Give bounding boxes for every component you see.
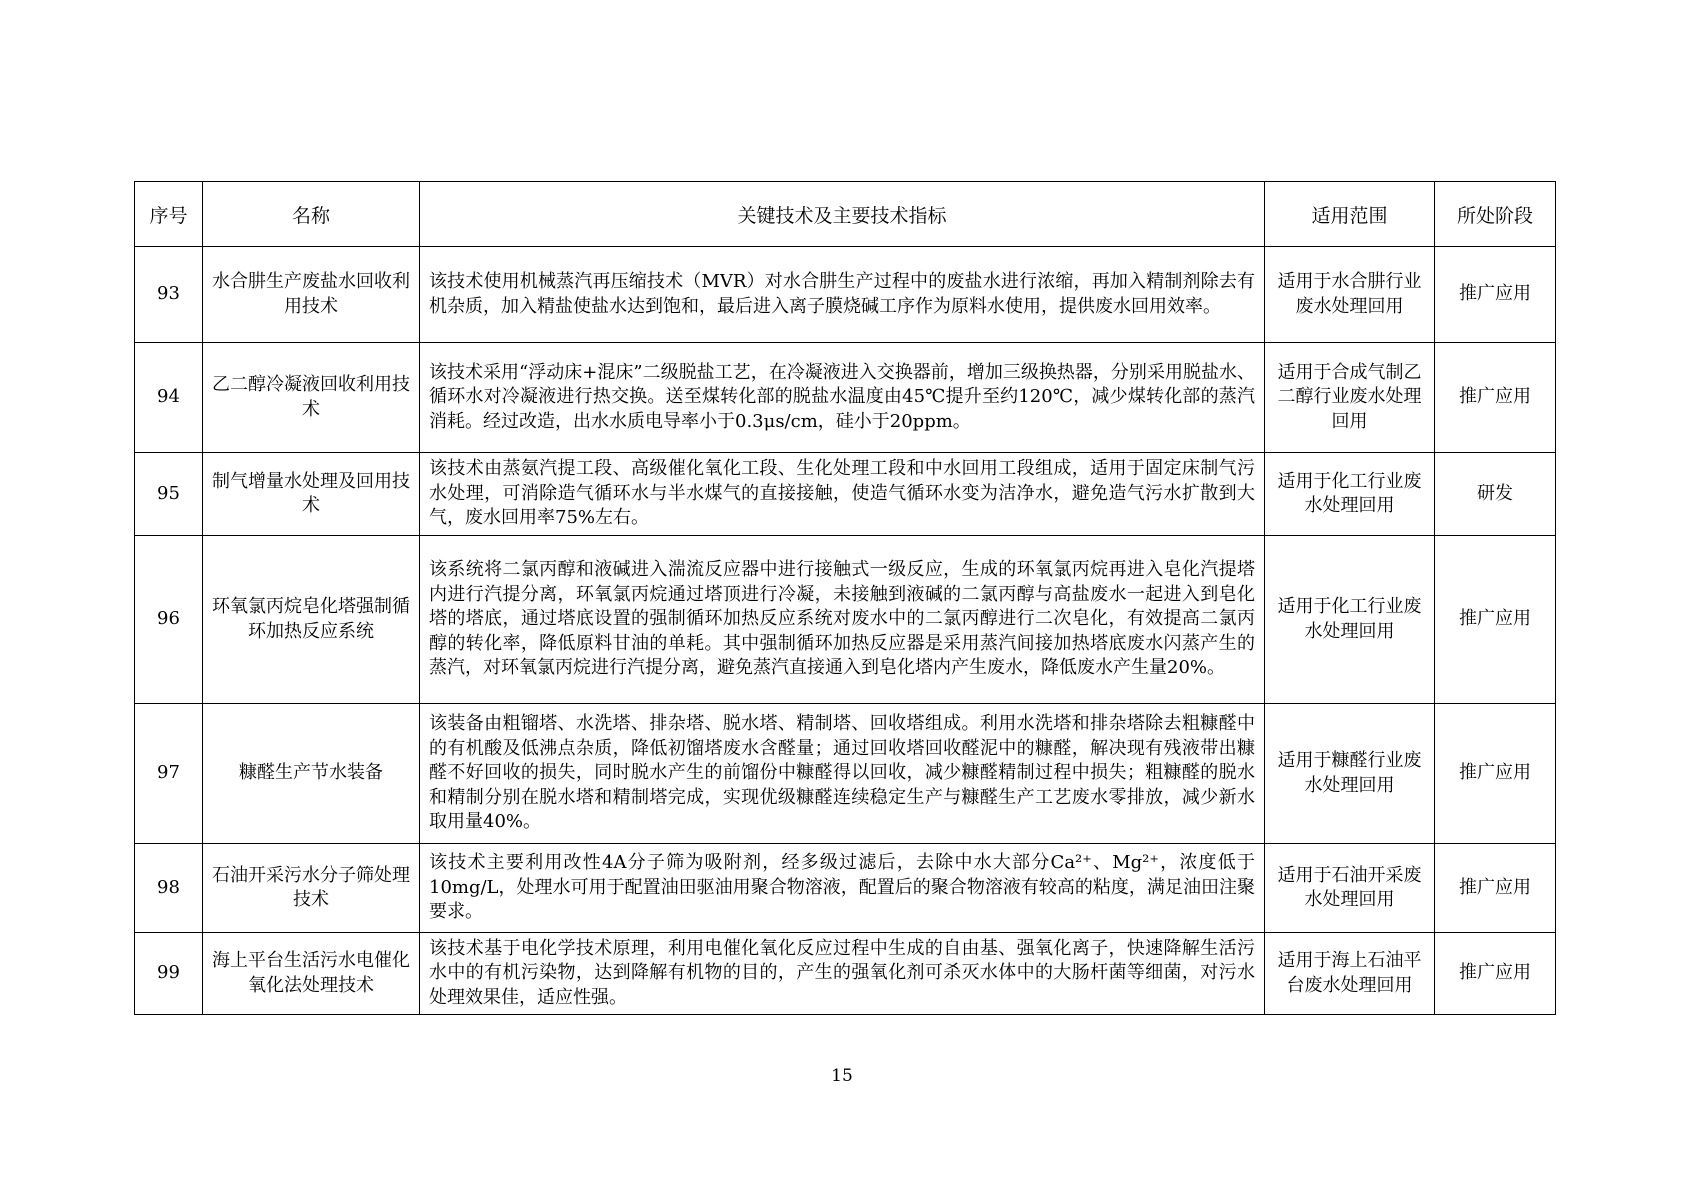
technology-table xyxy=(134,181,1556,1015)
table-row xyxy=(135,247,1556,343)
header-row xyxy=(135,182,1556,247)
header-scope: 适用范围 xyxy=(1265,182,1435,247)
header-tech: 关键技术及主要技术指标 xyxy=(420,182,1265,247)
row-stage: 研发 xyxy=(1435,453,1556,536)
row-no: 99 xyxy=(135,933,203,1015)
row-name: 水合肼生产废盐水回收利用技术 xyxy=(203,247,420,343)
table-row xyxy=(135,453,1556,536)
row-scope: 适用于糠醛行业废水处理回用 xyxy=(1265,704,1435,844)
row-stage: 推广应用 xyxy=(1435,704,1556,844)
row-no: 98 xyxy=(135,844,203,933)
row-tech: 该装备由粗镏塔、水洗塔、排杂塔、脱水塔、精制塔、回收塔组成。利用水洗塔和排杂塔除去粗糠醛中的有机酸及低沸点杂质，降低初馏塔废水含醛量；通过回收塔回收醛泥中的糠醛，解决现有残液带出糠醛不好回收的损失，同时脱水产生的前馏份中糠醛得以回收，减少糠醛精制过程中损失；粗糠醛的脱水和精制分别在脱水塔和精制塔完成，实现优级糠醛连续稳定生产与糠醛生产工艺废水零排放，减少新水取用量40%。 xyxy=(420,704,1265,844)
row-scope: 适用于合成气制乙二醇行业废水处理回用 xyxy=(1265,343,1435,453)
table-row xyxy=(135,343,1556,453)
table-body xyxy=(135,247,1556,1015)
row-name: 制气增量水处理及回用技术 xyxy=(203,453,420,536)
row-scope: 适用于石油开采废水处理回用 xyxy=(1265,844,1435,933)
table-row xyxy=(135,704,1556,844)
row-scope: 适用于海上石油平台废水处理回用 xyxy=(1265,933,1435,1015)
row-name: 乙二醇冷凝液回收利用技术 xyxy=(203,343,420,453)
row-name: 糠醛生产节水装备 xyxy=(203,704,420,844)
row-stage: 推广应用 xyxy=(1435,844,1556,933)
row-name: 海上平台生活污水电催化氧化法处理技术 xyxy=(203,933,420,1015)
row-no: 94 xyxy=(135,343,203,453)
row-no: 95 xyxy=(135,453,203,536)
row-tech: 该技术基于电化学技术原理，利用电催化氧化反应过程中生成的自由基、强氧化离子，快速降解生活污水中的有机污染物，达到降解有机物的目的，产生的强氧化剂可杀灭水体中的大肠杆菌等细菌，对污水处理效果佳，适应性强。 xyxy=(420,933,1265,1015)
row-stage: 推广应用 xyxy=(1435,247,1556,343)
row-tech: 该系统将二氯丙醇和液碱进入湍流反应器中进行接触式一级反应，生成的环氧氯丙烷再进入皂化汽提塔内进行汽提分离，环氧氯丙烷通过塔顶进行冷凝，未接触到液碱的二氯丙醇与高盐废水一起进入到皂化塔的塔底，通过塔底设置的强制循环加热反应系统对废水中的二氯丙醇进行二次皂化，有效提高二氯丙醇的转化率，降低原料甘油的单耗。其中强制循环加热反应器是采用蒸汽间接加热塔底废水闪蒸产生的蒸汽，对环氧氯丙烷进行汽提分离，避免蒸汽直接通入到皂化塔内产生废水，降低废水产生量20%。 xyxy=(420,536,1265,704)
row-stage: 推广应用 xyxy=(1435,343,1556,453)
table-header xyxy=(135,182,1556,247)
row-stage: 推广应用 xyxy=(1435,933,1556,1015)
row-scope: 适用于化工行业废水处理回用 xyxy=(1265,536,1435,704)
table-row xyxy=(135,933,1556,1015)
row-no: 96 xyxy=(135,536,203,704)
header-no: 序号 xyxy=(135,182,203,247)
row-scope: 适用于化工行业废水处理回用 xyxy=(1265,453,1435,536)
row-scope: 适用于水合肼行业废水处理回用 xyxy=(1265,247,1435,343)
header-stage: 所处阶段 xyxy=(1435,182,1556,247)
row-stage: 推广应用 xyxy=(1435,536,1556,704)
row-no: 97 xyxy=(135,704,203,844)
row-tech: 该技术由蒸氨汽提工段、高级催化氧化工段、生化处理工段和中水回用工段组成，适用于固定床制气污水处理，可消除造气循环水与半水煤气的直接接触，使造气循环水变为洁净水，避免造气污水扩散到大气，废水回用率75%左右。 xyxy=(420,453,1265,536)
row-name: 石油开采污水分子筛处理技术 xyxy=(203,844,420,933)
row-no: 93 xyxy=(135,247,203,343)
row-tech: 该技术采用“浮动床+混床”二级脱盐工艺，在冷凝液进入交换器前，增加三级换热器，分别采用脱盐水、循环水对冷凝液进行热交换。送至煤转化部的脱盐水温度由45℃提升至约120℃，减少煤转化部的蒸汽消耗。经过改造，出水水质电导率小于0.3μs/cm，硅小于20ppm。 xyxy=(420,343,1265,453)
table-row xyxy=(135,844,1556,933)
table-row xyxy=(135,536,1556,704)
header-name: 名称 xyxy=(203,182,420,247)
row-tech: 该技术使用机械蒸汽再压缩技术（MVR）对水合肼生产过程中的废盐水进行浓缩，再加入精制剂除去有机杂质，加入精盐使盐水达到饱和，最后进入离子膜烧碱工序作为原料水使用，提供废水回用效率。 xyxy=(420,247,1265,343)
row-tech: 该技术主要利用改性4A分子筛为吸附剂，经多级过滤后，去除中水大部分Ca²⁺、Mg²⁺，浓度低于10mg/L，处理水可用于配置油田驱油用聚合物溶液，配置后的聚合物溶液有较高的粘度，满足油田注聚要求。 xyxy=(420,844,1265,933)
page-number: 15 xyxy=(831,1066,853,1086)
row-name: 环氧氯丙烷皂化塔强制循环加热反应系统 xyxy=(203,536,420,704)
